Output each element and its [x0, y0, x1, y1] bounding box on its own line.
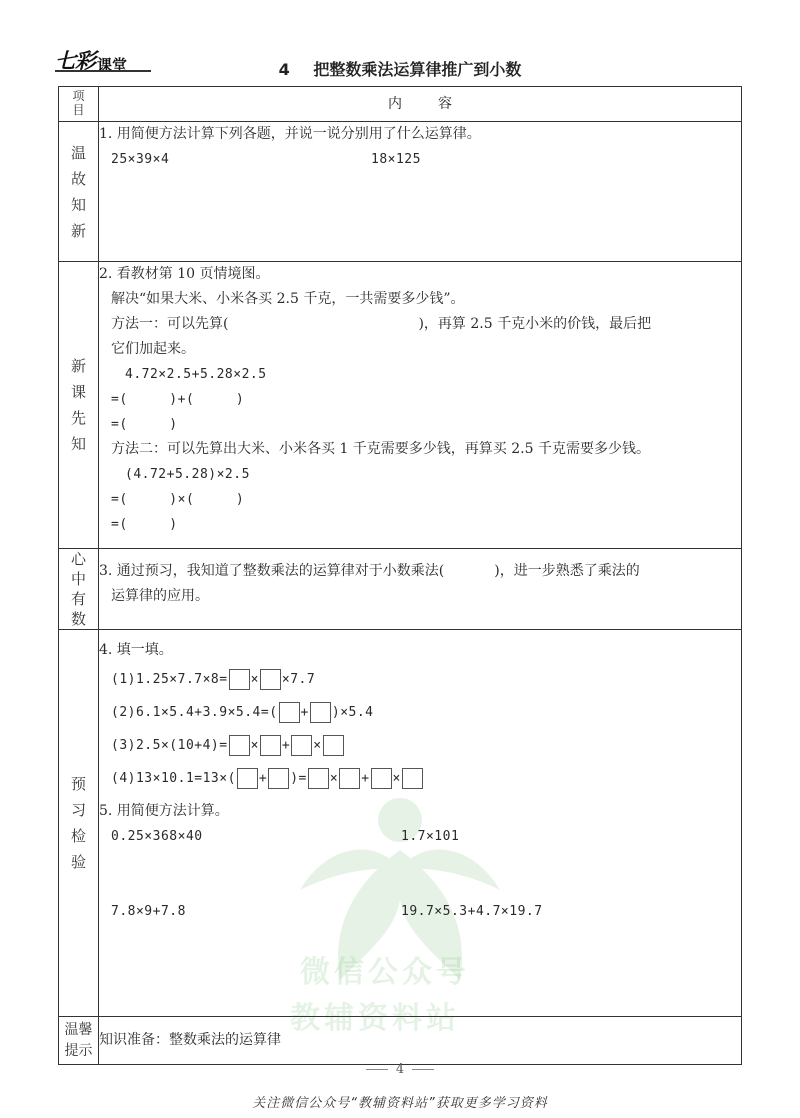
- fill-1-b: ×7.7: [281, 672, 316, 687]
- method-2: 方法二：可以先算出大米、小米各买 1 千克需要多少钱，再算买 2.5 千克需要多少钱。: [111, 441, 650, 457]
- question-3-line: [99, 559, 741, 584]
- m1-line-1: 4.72×2.5+5.28×2.5: [125, 367, 267, 382]
- review-expr-a: 25×39×4: [111, 152, 170, 167]
- answer-box[interactable]: [229, 669, 250, 690]
- fill-1: [99, 663, 741, 696]
- new-label-1: 新: [70, 357, 86, 375]
- m2-line-3[interactable]: =( ): [111, 517, 178, 532]
- fill-3: [99, 729, 741, 762]
- calc-row-1: [99, 824, 741, 849]
- answer-box[interactable]: [268, 768, 289, 789]
- calc-4: 19.7×5.3+4.7×19.7: [401, 904, 543, 919]
- summary-label-3: 有: [70, 590, 86, 608]
- solve-text: 解决“如果大米、小米各买 2.5 千克，一共需要多少钱”。: [111, 291, 465, 307]
- plus-sign: +: [258, 771, 268, 786]
- plus-sign: +: [361, 771, 370, 786]
- preview-label-1: 预: [70, 775, 86, 793]
- answer-box[interactable]: [371, 768, 392, 789]
- answer-box[interactable]: [323, 735, 344, 756]
- times-sign: ×: [313, 738, 322, 753]
- m2-line-2[interactable]: =( )×( ): [111, 492, 245, 507]
- answer-box[interactable]: [310, 702, 331, 723]
- question-3-b: )，进一步熟悉了乘法的: [494, 563, 640, 579]
- times-sign: ×: [329, 771, 339, 786]
- review-label-3: 知: [70, 195, 86, 214]
- new-knowledge-label-cell: [59, 262, 99, 549]
- brand-suffix: 课堂: [97, 56, 128, 74]
- tips-label-cell: [59, 1017, 99, 1065]
- review-row: [59, 122, 742, 262]
- summary-label-2: 中: [70, 570, 86, 588]
- content-header-cell: [99, 87, 742, 122]
- summary-label-4: 数: [70, 610, 86, 628]
- question-3-a: 3. 通过预习，我知道了整数乘法的运算律对于小数乘法(: [99, 563, 445, 579]
- question-1: 1. 用简便方法计算下列各题，并说一说分别用了什么运算律。: [99, 126, 481, 142]
- fill-3-a: (3)2.5×(10+4)=: [111, 738, 228, 753]
- new-label-3: 先: [70, 409, 86, 427]
- lesson-number: 4: [278, 60, 290, 79]
- question-3-c: 运算律的应用。: [111, 588, 209, 604]
- plus-sign: +: [300, 705, 309, 720]
- times-sign: ×: [250, 738, 259, 753]
- page-number: [0, 1062, 800, 1077]
- tips-text: 知识准备：整数乘法的运算律: [99, 1032, 281, 1048]
- answer-box[interactable]: [260, 735, 281, 756]
- table-header-row: [59, 87, 742, 122]
- question-5: 5. 用简便方法计算。: [99, 803, 229, 819]
- fill-2-b: )×5.4: [331, 705, 374, 720]
- tips-row: [59, 1017, 742, 1065]
- m2-line-1: (4.72+5.28)×2.5: [125, 467, 250, 482]
- calc-2: 1.7×101: [401, 829, 460, 844]
- question-4: 4. 填一填。: [99, 642, 173, 658]
- answer-box[interactable]: [339, 768, 360, 789]
- page-title: [0, 57, 800, 80]
- new-knowledge-content: [99, 262, 742, 549]
- review-label-1: 温: [70, 143, 86, 162]
- calc-3: 7.8×9+7.8: [111, 904, 186, 919]
- item-label-1: 项: [72, 89, 85, 103]
- review-label-cell: [59, 122, 99, 262]
- calc-1: 0.25×368×40: [111, 829, 203, 844]
- method-1-line: [99, 312, 741, 337]
- m1-line-2[interactable]: =( )+( ): [111, 392, 245, 407]
- review-label-2: 故: [70, 169, 86, 188]
- item-label-2: 目: [72, 103, 85, 117]
- answer-box[interactable]: [229, 735, 250, 756]
- times-sign: ×: [392, 771, 401, 786]
- answer-box[interactable]: [237, 768, 258, 789]
- method-1-b: )，再算 2.5 千克小米的价钱，最后把: [418, 316, 652, 332]
- answer-box[interactable]: [260, 669, 281, 690]
- answer-box[interactable]: [402, 768, 423, 789]
- answer-box[interactable]: [308, 768, 329, 789]
- review-label-4: 新: [70, 221, 86, 240]
- summary-label-cell: [59, 549, 99, 630]
- review-expr-b: 18×125: [371, 152, 421, 167]
- answer-box[interactable]: [279, 702, 300, 723]
- new-knowledge-row: [59, 262, 742, 549]
- item-header-cell: [59, 87, 99, 122]
- content-header: 内容: [388, 96, 488, 112]
- fill-4: [99, 762, 741, 795]
- preview-check-row: [59, 630, 742, 1017]
- tips-content: [99, 1017, 742, 1065]
- preview-label-3: 检: [70, 827, 86, 845]
- new-label-4: 知: [70, 435, 86, 453]
- tips-label-1: 温馨: [64, 1021, 93, 1038]
- times-sign: ×: [250, 672, 259, 687]
- preview-label-cell: [59, 630, 99, 1017]
- fill-1-a: (1)1.25×7.7×8=: [111, 672, 228, 687]
- answer-box[interactable]: [291, 735, 312, 756]
- summary-content: [99, 549, 742, 630]
- new-label-2: 课: [70, 383, 86, 401]
- summary-label-1: 心: [70, 550, 86, 568]
- worksheet-table: [58, 86, 742, 1065]
- method-1-a: 方法一：可以先算(: [111, 316, 229, 332]
- tips-label-2: 提示: [64, 1042, 93, 1059]
- fill-2: [99, 696, 741, 729]
- plus-sign: +: [281, 738, 291, 753]
- fill-4-b: )=: [290, 771, 307, 786]
- watermark-text-1: 微信公众号: [300, 955, 470, 990]
- fill-2-a: (2)6.1×5.4+3.9×5.4=(: [111, 705, 278, 720]
- brand-script: 七彩: [55, 49, 95, 73]
- preview-check-content: [99, 630, 742, 1017]
- m1-line-3[interactable]: =( ): [111, 417, 178, 432]
- fill-4-a: (4)13×10.1=13×(: [111, 771, 236, 786]
- preview-label-2: 习: [70, 801, 86, 819]
- question-2: 2. 看教材第 10 页情境图。: [99, 266, 270, 282]
- page-number-value: 4: [395, 1062, 405, 1077]
- calc-row-2: [99, 899, 741, 924]
- summary-row: [59, 549, 742, 630]
- review-content: [99, 122, 742, 262]
- method-1-c: 它们加起来。: [111, 341, 195, 357]
- lesson-title: 把整数乘法运算律推广到小数: [313, 60, 522, 79]
- preview-label-4: 验: [70, 853, 86, 871]
- footer-note: 关注微信公众号“教辅资料站”获取更多学习资料: [252, 1096, 548, 1111]
- watermark-text-2: 教辅资料站: [290, 1001, 460, 1036]
